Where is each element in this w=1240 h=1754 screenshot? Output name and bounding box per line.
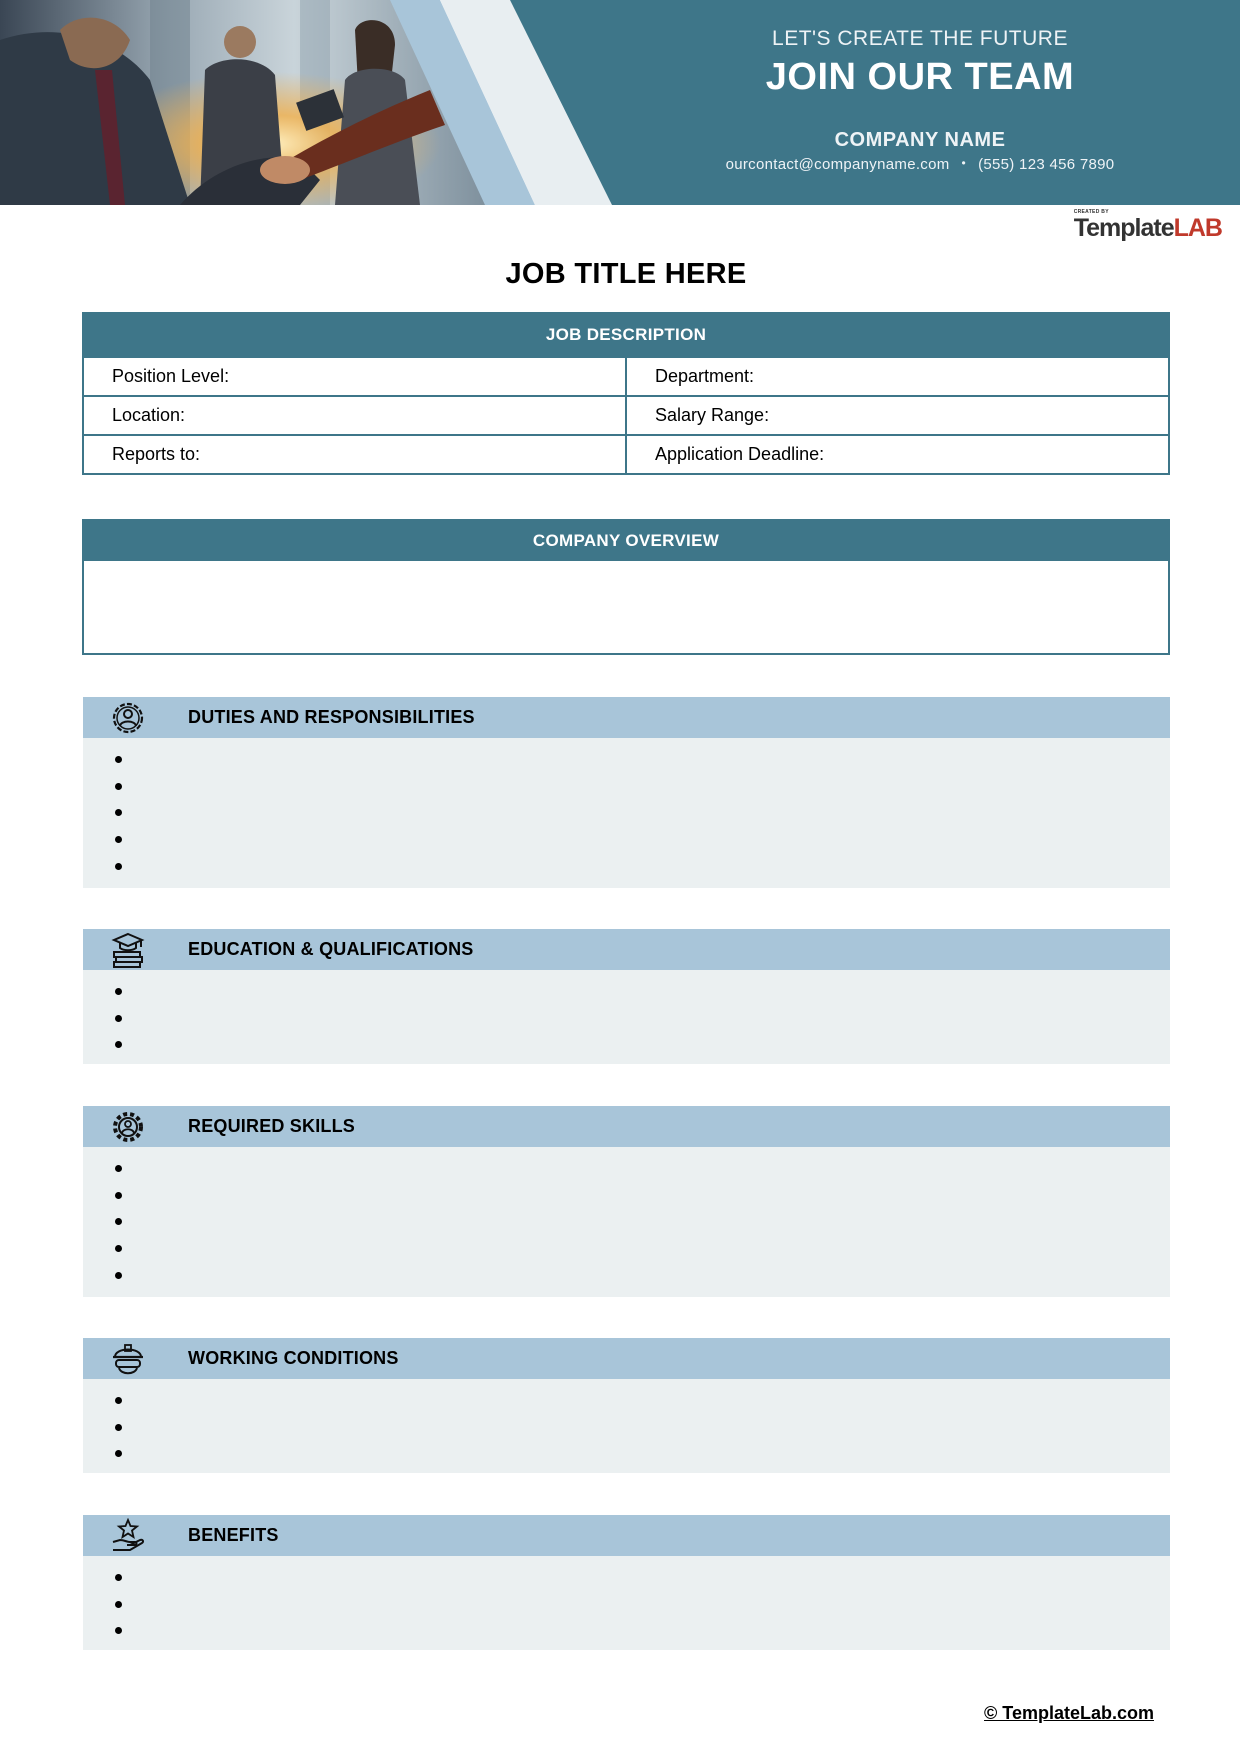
section-benefits [83, 1515, 1170, 1650]
person-gear-icon [110, 700, 146, 736]
list-item[interactable] [125, 1181, 1170, 1208]
logo-template: Template [1073, 214, 1174, 242]
position-level-field[interactable]: Position Level: [83, 357, 626, 396]
gear-person-icon [110, 1109, 146, 1145]
education-list[interactable] [83, 970, 1170, 1057]
working-conditions-list[interactable] [83, 1379, 1170, 1466]
table-row [83, 357, 1169, 396]
list-item[interactable] [125, 1234, 1170, 1261]
list-item[interactable] [125, 1616, 1170, 1643]
headline: JOIN OUR TEAM [765, 56, 1075, 98]
logo-lab: LAB [1173, 214, 1222, 242]
reports-to-field[interactable]: Reports to: [83, 435, 626, 474]
application-deadline-field[interactable]: Application Deadline: [626, 435, 1169, 474]
contact-email: ourcontact@companyname.com [725, 156, 950, 173]
section-working-conditions [83, 1338, 1170, 1473]
list-item[interactable] [125, 1030, 1170, 1057]
benefits-list[interactable] [83, 1556, 1170, 1643]
hard-hat-goggles-icon [110, 1341, 146, 1377]
table-row [83, 396, 1169, 435]
section-header [83, 697, 1170, 738]
contact-phone: (555) 123 456 7890 [978, 156, 1115, 173]
list-item[interactable] [125, 1004, 1170, 1031]
section-title: WORKING CONDITIONS [188, 1348, 399, 1368]
hand-star-icon [110, 1518, 146, 1554]
list-item[interactable] [125, 1563, 1170, 1590]
templatelab-link[interactable]: © TemplateLab.com [984, 1703, 1154, 1723]
list-item[interactable] [125, 825, 1170, 852]
list-item[interactable] [125, 1207, 1170, 1234]
skills-list[interactable] [83, 1147, 1170, 1287]
tagline: LET'S CREATE THE FUTURE [772, 27, 1068, 50]
list-item[interactable] [125, 1590, 1170, 1617]
company-overview-content[interactable] [84, 561, 1168, 653]
section-title: EDUCATION & QUALIFICATIONS [188, 939, 474, 959]
header-banner [0, 0, 1240, 205]
company-overview-box [82, 519, 1170, 655]
list-item[interactable] [125, 1154, 1170, 1181]
section-header [83, 1338, 1170, 1379]
list-item[interactable] [125, 852, 1170, 879]
section-header [83, 929, 1170, 970]
salary-range-field[interactable]: Salary Range: [626, 396, 1169, 435]
list-item[interactable] [125, 977, 1170, 1004]
section-title: REQUIRED SKILLS [188, 1116, 356, 1136]
list-item[interactable] [125, 1261, 1170, 1288]
job-title[interactable]: JOB TITLE HERE [505, 258, 747, 290]
job-description-heading: JOB DESCRIPTION [83, 313, 1169, 357]
section-education [83, 929, 1170, 1064]
list-item[interactable] [125, 1413, 1170, 1440]
company-overview-heading: COMPANY OVERVIEW [84, 521, 1168, 561]
department-field[interactable]: Department: [626, 357, 1169, 396]
list-item[interactable] [125, 772, 1170, 799]
graduation-books-icon [110, 932, 146, 968]
logo-created-by: CREATED BY [1073, 209, 1109, 215]
section-header [83, 1106, 1170, 1147]
section-skills [83, 1106, 1170, 1297]
duties-list[interactable] [83, 738, 1170, 878]
contact-line [640, 156, 1200, 173]
list-item[interactable] [125, 1386, 1170, 1413]
list-item[interactable] [125, 798, 1170, 825]
list-item[interactable] [125, 745, 1170, 772]
section-title: BENEFITS [188, 1525, 279, 1545]
job-description-table [82, 312, 1170, 475]
section-header [83, 1515, 1170, 1556]
list-item[interactable] [125, 1439, 1170, 1466]
table-row [83, 435, 1169, 474]
contact-separator: • [961, 156, 967, 170]
section-duties [83, 697, 1170, 888]
templatelab-logo [1074, 209, 1222, 241]
company-name: COMPANY NAME [834, 129, 1006, 151]
section-title: DUTIES AND RESPONSIBILITIES [188, 707, 475, 727]
location-field[interactable]: Location: [83, 396, 626, 435]
